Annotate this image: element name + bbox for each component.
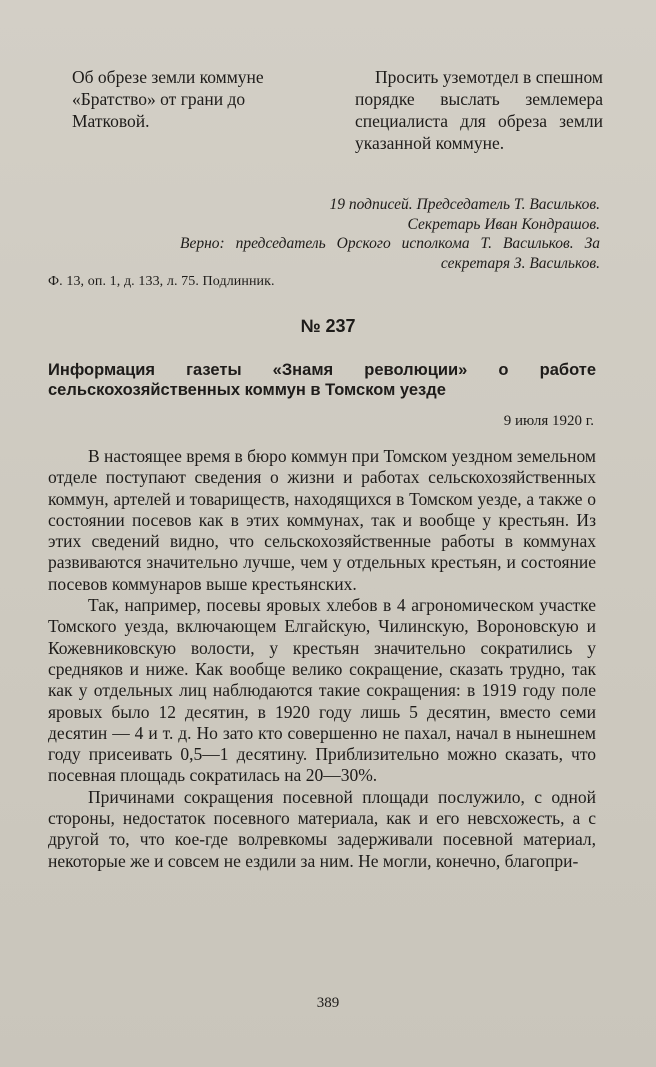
signature-line-chairman: 19 подписей. Председатель Т. Васильков.: [329, 196, 600, 213]
document-body: [48, 446, 596, 872]
document-title: Информация газеты «Знамя революции» о работе сельскохозяйственных коммун в Томском уезде: [48, 361, 596, 399]
resolution-decision: [355, 66, 603, 154]
body-paragraph: Так, например, посевы яровых хлебов в 4 агрономическом участке Томского уезда, включающем Елгайскую, Чилинскую, Вороновскую и Кожевниковскую волости, у крестьян значительно сократились у средняков и ниже. Как вообще велико сокращение, сказать трудно, так как у отдельных лиц наблюдаются такие сокращения: в 1919 году поле яровых было 12 десятин, в 1920 году лишь 5 десятин, вместо семи десятин — 4 и т. д. Но зато кто совершенно не пахал, начал в нынешнем году присеивать 0,5—1 десятину. Приблизительно можно сказать, что посевная площадь сократилась на 20—30%.: [48, 595, 596, 786]
document-number: № 237: [300, 316, 356, 336]
signatures-block: [180, 195, 600, 273]
body-paragraph: Причинами сокращения посевной площади послужило, с одной стороны, недостаток посевного материала, как и его невсхожесть, а с другой то, что кое-где волревкомы задерживали посевной материал, некоторые же и совсем не ездили за ним. Не могли, конечно, благопри-: [48, 786, 596, 871]
archive-reference: Ф. 13, оп. 1, д. 133, л. 75. Подлинник.: [48, 274, 275, 289]
resolution-subject: Об обрезе земли коммуне «Братство» от грани до Матковой.: [72, 67, 264, 131]
signature-line-secretary: Секретарь Иван Кондрашов.: [407, 215, 600, 233]
body-paragraph: В настоящее время в бюро коммун при Томском уездном земельном отделе поступают сведения о жизни и работах сельскохозяйственных коммун, артелей и товариществ, находящихся в Томском уезде, а также о состоянии посевов как в этих коммунах, так и вообще у крестьян. Из этих сведений видно, что сельскохозяйственные работы в коммунах развиваются значительно лучше, чем у отдельных крестьян, и состояние посевов коммунаров выше крестьянских.: [48, 446, 596, 594]
document-date: 9 июля 1920 г.: [503, 413, 594, 429]
resolution-block: [48, 66, 603, 154]
resolution-decision-text: Просить уземотдел в спешном порядке выслать землемера специалиста для обреза земли указанной коммуне.: [355, 67, 603, 153]
page-number: 389: [316, 995, 340, 1011]
signature-line-verified: Верно: председатель Орского исполкома Т. Васильков. За секретаря З. Васильков.: [180, 235, 600, 272]
